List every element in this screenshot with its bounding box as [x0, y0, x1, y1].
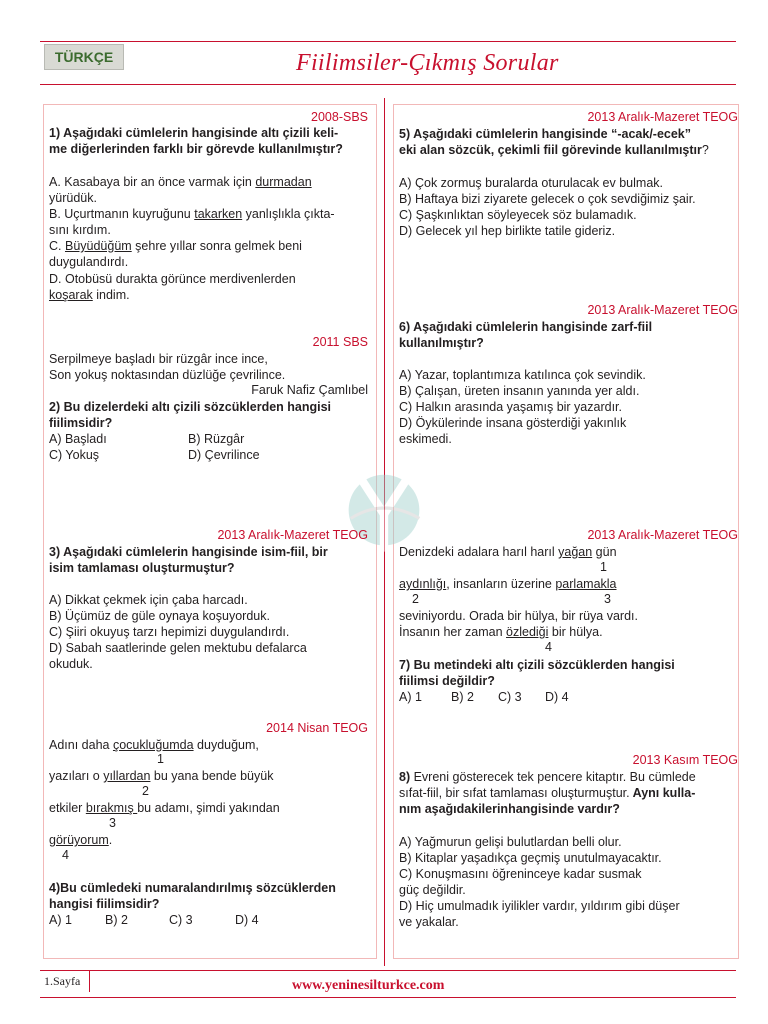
q1-option-a: A. Kasabaya bir an önce varmak için durmadan [49, 175, 312, 189]
q1-option-c: C. Büyüdüğüm şehre yıllar sonra gelmek beni [49, 239, 302, 253]
q7-option-d: D) 4 [545, 690, 569, 704]
q7-option-b: B) 2 [451, 690, 474, 704]
q7-source-tag: 2013 Aralık-Mazeret TEOG [587, 528, 738, 542]
q8-option-c-cont: güç değildir. [399, 883, 466, 897]
q4-marker-4: 4 [62, 848, 69, 862]
q3-option-a: A) Dikkat çekmek için çaba harcadı. [49, 593, 248, 607]
q2-option-d: D) Çevrilince [188, 448, 260, 462]
footer-top-rule [40, 970, 736, 971]
q2-option-b: B) Rüzgâr [188, 432, 245, 446]
q8-option-a: A) Yağmurun gelişi bulutlardan belli olur. [399, 835, 622, 849]
q6-stem-line2: kullanılmıştır? [399, 336, 484, 350]
q5-option-a: A) Çok zormuş buralarda oturulacak ev bulmak. [399, 176, 664, 190]
website-link[interactable]: www.yeninesilturkce.com [292, 978, 445, 993]
q7-option-c: C) 3 [498, 690, 522, 704]
q6-option-c: C) Halkın arasında yaşamış bir yazardır. [399, 400, 622, 414]
q7-stem-line1: 7) Bu metindeki altı çizili sözcüklerden hangisi [399, 658, 675, 672]
q8-option-b: B) Kitaplar yaşadıkça geçmiş unutulmayacaktır. [399, 851, 662, 865]
q8-text-line2: sıfat-fiil, bir sıfat tamlaması oluşturmuştur. Aynı kulla- [399, 786, 696, 800]
q1-option-c-cont: duygulandırdı. [49, 255, 129, 269]
q5-option-b: B) Haftaya bizi ziyarete gelecek o çok sevdiğimiz şair. [399, 192, 696, 206]
q5-source-tag: 2013 Aralık-Mazeret TEOG [587, 110, 738, 124]
q4-option-d: D) 4 [235, 913, 259, 927]
q3-option-d: D) Sabah saatlerinde gelen mektubu defalarca [49, 641, 307, 655]
q1-source-tag: 2008-SBS [311, 110, 368, 124]
footer-divider [89, 970, 90, 992]
q7-marker-1: 1 [600, 560, 607, 574]
q7-marker-2: 2 [412, 592, 419, 606]
q1-option-d-cont: koşarak indim. [49, 288, 130, 302]
q5-stem-line2: eki alan sözcük, çekimli fiil görevinde kullanılmıştır? [399, 143, 709, 157]
footer-bottom-rule [40, 997, 736, 998]
q3-option-c: C) Şiiri okuyuş tarzı hepimizi duygulandırdı. [49, 625, 290, 639]
header-bottom-rule [40, 84, 736, 85]
q6-option-a: A) Yazar, toplantımıza katılınca çok sevindik. [399, 368, 646, 382]
q2-poem-line1: Serpilmeye başladı bir rüzgâr ince ince, [49, 352, 268, 366]
header-top-rule [40, 41, 736, 42]
q7-marker-4: 4 [545, 640, 552, 654]
page-number: 1.Sayfa [44, 974, 81, 988]
q7-text-line3: seviniyordu. Orada bir hülya, bir rüya vardı. [399, 609, 638, 623]
q8-stem: nım aşağıdakilerinhangisinde vardır? [399, 802, 620, 816]
q3-option-d-cont: okuduk. [49, 657, 93, 671]
q8-text-line1: 8) Evreni gösterecek tek pencere kitaptır. Bu cümlede [399, 770, 696, 784]
q8-option-c: C) Konuşmasını öğreninceye kadar susmak [399, 867, 642, 881]
q5-stem-line1: 5) Aşağıdaki cümlelerin hangisinde “-acak/-ecek” [399, 127, 692, 141]
q4-stem-line2: hangisi fiilimsidir? [49, 897, 160, 911]
q4-option-c: C) 3 [169, 913, 193, 927]
q1-option-b-cont: sını kırdım. [49, 223, 111, 237]
q4-marker-2: 2 [142, 784, 149, 798]
q1-option-a-cont: yürüdük. [49, 191, 97, 205]
q1-stem-line2: me diğerlerinden farklı bir görevde kullanılmıştır? [49, 142, 343, 156]
subject-label: TÜRKÇE [44, 44, 124, 70]
q3-option-b: B) Üçümüz de güle oynaya koşuyorduk. [49, 609, 270, 623]
q3-stem-line2: isim tamlaması oluşturmuştur? [49, 561, 235, 575]
q7-marker-3: 3 [604, 592, 611, 606]
q4-text-line1: Adını daha çocukluğumda duyduğum, [49, 738, 259, 752]
q3-stem-line1: 3) Aşağıdaki cümlelerin hangisinde isim-fiil, bir [49, 545, 328, 559]
q4-stem-line1: 4)Bu cümledeki numaralandırılmış sözcüklerden [49, 881, 336, 895]
q2-stem-line2: fiilimsidir? [49, 416, 113, 430]
q4-option-b: B) 2 [105, 913, 128, 927]
q4-marker-3: 3 [109, 816, 116, 830]
q1-stem-line1: 1) Aşağıdaki cümlelerin hangisinde altı çizili keli- [49, 126, 339, 140]
page-title: Fiilimsiler-Çıkmış Sorular [296, 50, 559, 76]
q7-text-line2: aydınlığı, insanların üzerine parlamakla [399, 577, 617, 591]
q2-author: Faruk Nafiz Çamlıbel [251, 383, 368, 397]
q7-option-a: A) 1 [399, 690, 422, 704]
q7-text-line1: Denizdeki adalara harıl harıl yağan gün [399, 545, 617, 559]
q6-source-tag: 2013 Aralık-Mazeret TEOG [587, 303, 738, 317]
q6-option-d-cont: eskimedi. [399, 432, 452, 446]
q4-marker-1: 1 [157, 752, 164, 766]
q8-option-d: D) Hiç umulmadık iyilikler vardır, yıldırım gibi düşer [399, 899, 680, 913]
q8-option-d-cont: ve yakalar. [399, 915, 459, 929]
q4-text-line3: etkiler bırakmış bu adamı, şimdi yakından [49, 801, 280, 815]
q4-source-tag: 2014 Nisan TEOG [266, 721, 368, 735]
q5-option-c: C) Şaşkınlıktan söyleyecek söz bulamadık. [399, 208, 637, 222]
q2-option-c: C) Yokuş [49, 448, 100, 462]
q4-text-line2: yazıları o yıllardan bu yana bende büyük [49, 769, 274, 783]
q6-option-b: B) Çalışan, üreten insanın yanında yer aldı. [399, 384, 640, 398]
q3-source-tag: 2013 Aralık-Mazeret TEOG [217, 528, 368, 542]
q1-option-d: D. Otobüsü durakta görünce merdivenlerden [49, 272, 296, 286]
q2-option-a: A) Başladı [49, 432, 107, 446]
q8-source-tag: 2013 Kasım TEOG [632, 753, 738, 767]
q4-option-a: A) 1 [49, 913, 72, 927]
q2-source-tag: 2011 SBS [312, 335, 368, 349]
q5-option-d: D) Gelecek yıl hep birlikte tatile gideriz. [399, 224, 616, 238]
q7-text-line4: İnsanın her zaman özlediği bir hülya. [399, 625, 603, 639]
q6-stem-line1: 6) Aşağıdaki cümlelerin hangisinde zarf-fiil [399, 320, 653, 334]
q4-text-line4: görüyorum. [49, 833, 113, 847]
q6-option-d: D) Öykülerinde insana gösterdiği yakınlık [399, 416, 627, 430]
q1-option-b: B. Uçurtmanın kuyruğunu takarken yanlışlıkla çıkta- [49, 207, 335, 221]
q7-stem-line2: fiilimsi değildir? [399, 674, 495, 688]
q2-stem-line1: 2) Bu dizelerdeki altı çizili sözcüklerden hangisi [49, 400, 332, 414]
q2-poem-line2: Son yokuş noktasından düzlüğe çevrilince. [49, 368, 286, 382]
